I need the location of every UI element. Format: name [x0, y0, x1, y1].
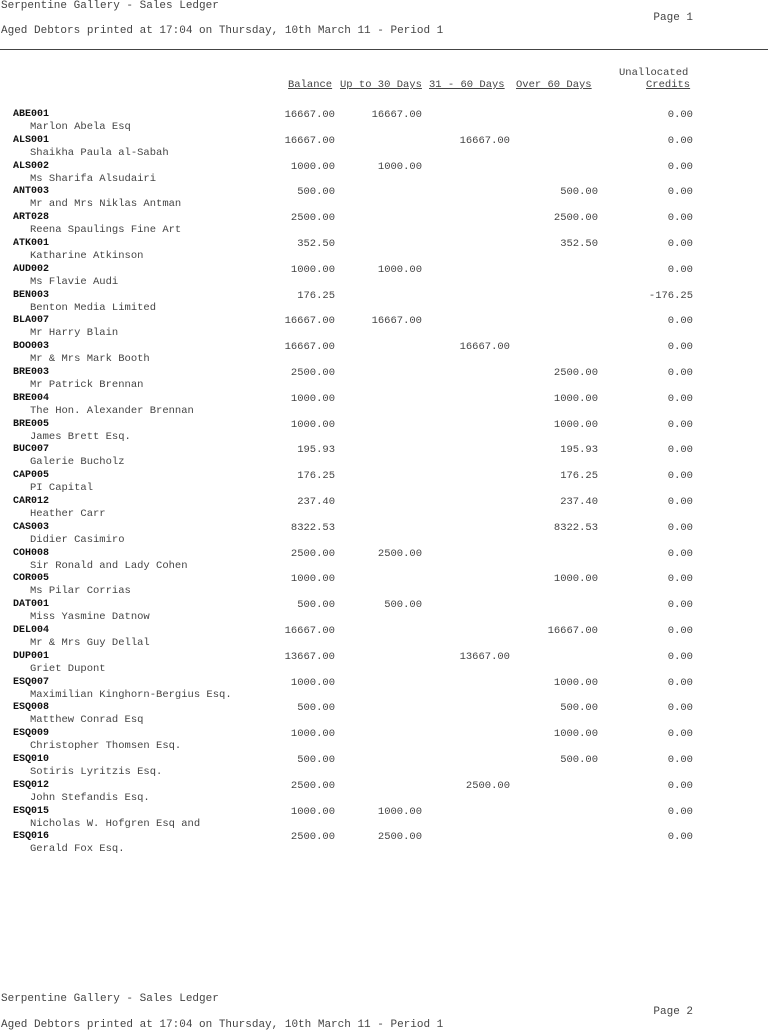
- over-60-value: 1000.00: [553, 392, 598, 405]
- unallocated-credits-value: 0.00: [667, 341, 693, 354]
- unallocated-credits-value: 0.00: [667, 418, 693, 431]
- table-row: [0, 754, 768, 780]
- debtor-code: ESQ015: [13, 805, 50, 817]
- debtor-name: Didier Casimiro: [30, 533, 125, 546]
- up-to-30-value: 2500.00: [377, 547, 422, 560]
- over-60-value: 352.50: [560, 238, 598, 250]
- debtor-name: Christopher Thomsen Esq.: [30, 740, 182, 753]
- next-page-number: Page 2: [653, 1006, 693, 1018]
- table-row: [0, 831, 768, 857]
- table-row: [0, 109, 768, 135]
- table-row: [0, 780, 768, 806]
- debtor-name: Nicholas W. Hofgren Esq and: [30, 817, 201, 830]
- debtor-code: DAT001: [13, 599, 50, 611]
- unallocated-credits-value: 0.00: [667, 728, 693, 741]
- over-60-value: 2500.00: [553, 212, 598, 225]
- balance-value: 176.25: [297, 470, 335, 483]
- table-row: [0, 677, 768, 703]
- unallocated-credits-value: 0.00: [667, 263, 693, 276]
- unallocated-credits-value: 0.00: [667, 392, 693, 405]
- debtor-code: BUC007: [13, 444, 50, 456]
- unallocated-credits-value: 0.00: [667, 238, 693, 250]
- unallocated-credits-value: 0.00: [667, 831, 693, 844]
- column-header-31-60: 31 - 60 Days: [429, 79, 505, 91]
- balance-value: 8322.53: [290, 521, 335, 534]
- balance-value: 16667.00: [284, 625, 335, 637]
- over-60-value: 1000.00: [553, 418, 598, 431]
- debtor-name: Reena Spaulings Fine Art: [30, 224, 182, 237]
- debtor-code: ESQ010: [13, 754, 50, 765]
- over-60-value: 8322.53: [553, 521, 598, 534]
- debtor-name: Gerald Fox Esq.: [30, 843, 125, 856]
- debtor-name: Mr & Mrs Guy Dellal: [30, 637, 150, 649]
- unallocated-credits-value: 0.00: [667, 547, 693, 560]
- balance-value: 1000.00: [290, 573, 335, 586]
- days-31-60-value: 16667.00: [459, 341, 510, 354]
- table-row: [0, 393, 768, 419]
- balance-value: 500.00: [297, 186, 335, 199]
- debtor-code: BRE004: [13, 392, 50, 404]
- unallocated-credits-value: 0.00: [667, 134, 693, 147]
- balance-value: 13667.00: [284, 650, 335, 663]
- debtor-name: Maximilian Kinghorn-Bergius Esq.: [30, 688, 232, 701]
- balance-value: 1000.00: [290, 728, 335, 741]
- unallocated-credits-value: 0.00: [667, 676, 693, 689]
- report-title: Serpentine Gallery - Sales Ledger: [1, 0, 219, 12]
- table-row: [0, 186, 768, 212]
- column-header-credits: Credits: [646, 79, 691, 91]
- unallocated-credits-value: 0.00: [667, 650, 693, 663]
- debtor-name: Sotiris Lyritzis Esq.: [30, 766, 163, 778]
- balance-value: 237.40: [297, 496, 335, 508]
- table-row: [0, 444, 768, 470]
- debtor-code: ALS001: [13, 134, 50, 146]
- debtor-code: ESQ012: [13, 779, 50, 791]
- table-row: [0, 341, 768, 367]
- table-row: [0, 419, 768, 445]
- debtor-name: Mr & Mrs Mark Booth: [30, 353, 150, 366]
- balance-value: 1000.00: [290, 160, 335, 173]
- days-31-60-value: 2500.00: [465, 779, 510, 792]
- up-to-30-value: 1000.00: [377, 263, 422, 276]
- unallocated-credits-value: -176.25: [648, 289, 693, 302]
- debtor-name: Galerie Bucholz: [30, 456, 125, 469]
- unallocated-credits-value: 0.00: [667, 702, 693, 715]
- debtor-code: CAP005: [13, 470, 50, 482]
- over-60-value: 500.00: [560, 186, 598, 199]
- table-row: [0, 135, 768, 161]
- debtor-name: PI Capital: [30, 482, 94, 495]
- balance-value: 16667.00: [284, 315, 335, 328]
- over-60-value: 500.00: [560, 754, 598, 766]
- over-60-value: 2500.00: [553, 367, 598, 379]
- balance-value: 2500.00: [290, 779, 335, 792]
- up-to-30-value: 16667.00: [371, 315, 422, 328]
- balance-value: 500.00: [297, 702, 335, 715]
- debtor-name: Ms Pilar Corrias: [30, 585, 131, 598]
- table-row: [0, 599, 768, 625]
- debtor-code: ALS002: [13, 160, 50, 172]
- debtor-code: COR005: [13, 573, 50, 585]
- debtor-code: ABE001: [13, 109, 50, 120]
- debtor-name: Shaikha Paula al-Sabah: [30, 146, 169, 159]
- next-page-subtitle: Aged Debtors printed at 17:04 on Thursday, 10th March 11 - Period 1: [1, 1019, 444, 1031]
- balance-value: 1000.00: [290, 392, 335, 405]
- table-row: [0, 315, 768, 341]
- over-60-value: 500.00: [560, 702, 598, 715]
- debtor-name: Sir Ronald and Lady Cohen: [30, 559, 188, 572]
- debtor-name: Katharine Atkinson: [30, 250, 144, 262]
- unallocated-credits-value: 0.00: [667, 186, 693, 199]
- debtor-code: BOO003: [13, 341, 50, 353]
- balance-value: 2500.00: [290, 367, 335, 379]
- table-row: [0, 161, 768, 187]
- table-row: [0, 367, 768, 393]
- debtor-code: ESQ016: [13, 831, 50, 843]
- debtor-code: ART028: [13, 212, 50, 224]
- unallocated-credits-value: 0.00: [667, 779, 693, 792]
- debtor-code: ANT003: [13, 186, 50, 198]
- debtor-name: Griet Dupont: [30, 662, 106, 675]
- report-subtitle: Aged Debtors printed at 17:04 on Thursday, 10th March 11 - Period 1: [1, 25, 444, 37]
- unallocated-credits-value: 0.00: [667, 599, 693, 612]
- up-to-30-value: 1000.00: [377, 805, 422, 818]
- balance-value: 16667.00: [284, 134, 335, 147]
- table-row: [0, 806, 768, 832]
- debtor-code: DEL004: [13, 625, 50, 636]
- debtor-code: ESQ008: [13, 702, 50, 714]
- up-to-30-value: 1000.00: [377, 160, 422, 173]
- debtor-code: BRE005: [13, 418, 50, 430]
- days-31-60-value: 16667.00: [459, 134, 510, 147]
- over-60-value: 1000.00: [553, 573, 598, 586]
- over-60-value: 237.40: [560, 496, 598, 508]
- balance-value: 1000.00: [290, 676, 335, 689]
- over-60-value: 195.93: [560, 444, 598, 457]
- unallocated-credits-value: 0.00: [667, 754, 693, 766]
- balance-value: 500.00: [297, 754, 335, 766]
- unallocated-credits-value: 0.00: [667, 367, 693, 379]
- next-page-title: Serpentine Gallery - Sales Ledger: [1, 993, 219, 1005]
- table-row: [0, 625, 768, 651]
- debtor-code: CAR012: [13, 496, 50, 507]
- debtor-name: Ms Sharifa Alsudairi: [30, 172, 157, 185]
- up-to-30-value: 16667.00: [371, 109, 422, 121]
- debtor-code: ESQ009: [13, 728, 50, 740]
- debtor-name: Miss Yasmine Datnow: [30, 611, 150, 624]
- column-header-balance: Balance: [288, 79, 333, 91]
- balance-value: 352.50: [297, 238, 335, 250]
- table-row: [0, 522, 768, 548]
- table-row: [0, 548, 768, 574]
- column-header-over-60: Over 60 Days: [516, 79, 592, 91]
- balance-value: 2500.00: [290, 547, 335, 560]
- header-divider: [0, 49, 768, 50]
- table-row: [0, 651, 768, 677]
- debtor-code: DUP001: [13, 650, 50, 662]
- table-row: [0, 702, 768, 728]
- debtor-name: Marlon Abela Esq: [30, 121, 131, 133]
- balance-value: 195.93: [297, 444, 335, 457]
- debtor-name: Benton Media Limited: [30, 301, 157, 314]
- debtor-code: AUD002: [13, 263, 50, 275]
- debtor-name: Mr Harry Blain: [30, 327, 119, 340]
- up-to-30-value: 2500.00: [377, 831, 422, 844]
- debtor-code: ATK001: [13, 238, 50, 249]
- column-header-unallocated: Unallocated: [619, 67, 689, 79]
- debtor-name: James Brett Esq.: [30, 430, 131, 443]
- balance-value: 1000.00: [290, 805, 335, 818]
- unallocated-credits-value: 0.00: [667, 109, 693, 121]
- debtor-code: BLA007: [13, 315, 50, 327]
- unallocated-credits-value: 0.00: [667, 625, 693, 637]
- debtor-name: John Stefandis Esq.: [30, 791, 150, 804]
- table-row: [0, 290, 768, 316]
- debtor-name: Heather Carr: [30, 508, 106, 520]
- table-row: [0, 573, 768, 599]
- debtor-name: Mr and Mrs Niklas Antman: [30, 198, 182, 211]
- unallocated-credits-value: 0.00: [667, 573, 693, 586]
- unallocated-credits-value: 0.00: [667, 470, 693, 483]
- over-60-value: 176.25: [560, 470, 598, 483]
- unallocated-credits-value: 0.00: [667, 805, 693, 818]
- up-to-30-value: 500.00: [384, 599, 422, 612]
- debtor-code: BRE003: [13, 367, 50, 378]
- debtor-code: CAS003: [13, 521, 50, 533]
- unallocated-credits-value: 0.00: [667, 496, 693, 508]
- over-60-value: 1000.00: [553, 676, 598, 689]
- table-row: [0, 238, 768, 264]
- table-row: [0, 470, 768, 496]
- balance-value: 16667.00: [284, 341, 335, 354]
- debtor-name: Matthew Conrad Esq: [30, 714, 144, 727]
- over-60-value: 1000.00: [553, 728, 598, 741]
- debtor-name: The Hon. Alexander Brennan: [30, 404, 194, 417]
- days-31-60-value: 13667.00: [459, 650, 510, 663]
- unallocated-credits-value: 0.00: [667, 212, 693, 225]
- debtor-name: Ms Flavie Audi: [30, 275, 119, 288]
- over-60-value: 16667.00: [547, 625, 598, 637]
- unallocated-credits-value: 0.00: [667, 315, 693, 328]
- balance-value: 500.00: [297, 599, 335, 612]
- column-header-up-to-30: Up to 30 Days: [340, 79, 422, 91]
- debtor-code: ESQ007: [13, 676, 50, 688]
- table-row: [0, 212, 768, 238]
- balance-value: 16667.00: [284, 109, 335, 121]
- debtor-name: Mr Patrick Brennan: [30, 379, 144, 391]
- debtor-code: BEN003: [13, 289, 50, 301]
- page-number: Page 1: [653, 12, 693, 24]
- balance-value: 176.25: [297, 289, 335, 302]
- table-row: [0, 728, 768, 754]
- balance-value: 2500.00: [290, 831, 335, 844]
- table-row: [0, 264, 768, 290]
- unallocated-credits-value: 0.00: [667, 160, 693, 173]
- unallocated-credits-value: 0.00: [667, 444, 693, 457]
- balance-value: 1000.00: [290, 418, 335, 431]
- balance-value: 1000.00: [290, 263, 335, 276]
- debtor-code: COH008: [13, 547, 50, 559]
- unallocated-credits-value: 0.00: [667, 521, 693, 534]
- table-row: [0, 496, 768, 522]
- balance-value: 2500.00: [290, 212, 335, 225]
